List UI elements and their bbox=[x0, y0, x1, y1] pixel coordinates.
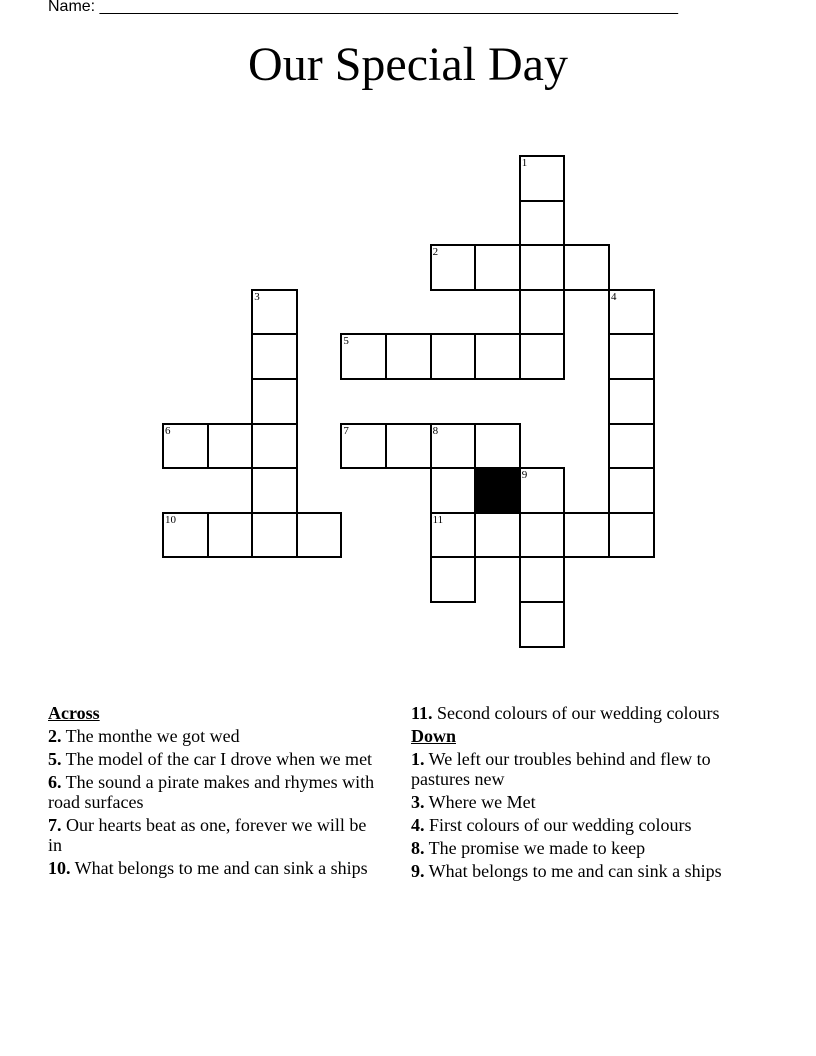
clue-number: 5. bbox=[48, 749, 62, 769]
clue-number: 6. bbox=[48, 772, 62, 792]
grid-cell[interactable] bbox=[519, 333, 566, 380]
grid-cell[interactable] bbox=[251, 289, 298, 336]
grid-cell[interactable] bbox=[608, 378, 655, 425]
grid-cell[interactable] bbox=[430, 423, 477, 470]
grid-cell[interactable] bbox=[519, 244, 566, 291]
grid-cell[interactable] bbox=[430, 467, 477, 514]
grid-cell[interactable] bbox=[385, 423, 432, 470]
clue-item bbox=[411, 792, 746, 812]
grid-cell[interactable] bbox=[430, 512, 477, 559]
down-heading: Down bbox=[411, 726, 457, 746]
name-line: Name: _________________________________________________________________ bbox=[48, 0, 678, 15]
clue-text: Where we Met bbox=[424, 792, 536, 812]
clue-number-label: 8 bbox=[432, 424, 439, 437]
page-title: Our Special Day bbox=[248, 38, 568, 91]
grid-cell[interactable] bbox=[340, 423, 387, 470]
across-clues bbox=[48, 703, 383, 881]
black-cell bbox=[474, 467, 521, 514]
grid-cell[interactable] bbox=[251, 378, 298, 425]
grid-cell[interactable] bbox=[251, 423, 298, 470]
clue-number-label: 6 bbox=[165, 424, 171, 437]
clue-text: We left our troubles behind and flew to pastures new bbox=[411, 749, 711, 789]
grid-cell[interactable] bbox=[608, 512, 655, 559]
grid-cell[interactable] bbox=[608, 423, 655, 470]
clue-text: Second colours of our wedding colours bbox=[432, 703, 720, 723]
grid-cell[interactable] bbox=[296, 512, 343, 559]
grid-cell[interactable] bbox=[162, 512, 209, 559]
clue-number: 4. bbox=[411, 815, 425, 835]
grid-cell[interactable] bbox=[207, 512, 254, 559]
grid-cell[interactable] bbox=[430, 244, 477, 291]
grid-cell[interactable] bbox=[474, 244, 521, 291]
grid-cell[interactable] bbox=[519, 512, 566, 559]
clue-number-label: 5 bbox=[343, 335, 349, 348]
grid-cell[interactable] bbox=[519, 200, 566, 247]
clue-text: Our hearts beat as one, forever we will be in bbox=[48, 815, 367, 855]
grid-cell[interactable] bbox=[340, 333, 387, 380]
grid-cell[interactable] bbox=[251, 467, 298, 514]
clue-item bbox=[48, 815, 383, 855]
grid-cell[interactable] bbox=[563, 244, 610, 291]
across-clue-list bbox=[48, 726, 383, 878]
across-heading: Across bbox=[48, 703, 100, 723]
clue-number-label: 2 bbox=[432, 246, 439, 259]
grid-cell[interactable] bbox=[519, 289, 566, 336]
grid-cell[interactable] bbox=[430, 556, 477, 603]
grid-cell[interactable] bbox=[563, 512, 610, 559]
clue-item bbox=[48, 726, 383, 746]
clue-item bbox=[48, 749, 383, 769]
clue-number: 7. bbox=[48, 815, 62, 835]
clue-number-label: 9 bbox=[521, 469, 528, 482]
grid-cell[interactable] bbox=[608, 467, 655, 514]
grid-cell[interactable] bbox=[608, 333, 655, 380]
clue-number-label: 10 bbox=[165, 513, 176, 526]
clue-number-label: 7 bbox=[343, 424, 349, 437]
clue-item bbox=[411, 749, 746, 789]
clue-number: 11. bbox=[411, 703, 433, 723]
down-clue-list bbox=[411, 749, 746, 881]
clue-item bbox=[48, 772, 383, 812]
clue-number: 9. bbox=[411, 861, 425, 881]
clue-text: What belongs to me and can sink a ships bbox=[424, 861, 722, 881]
clue-text: The model of the car I drove when we met bbox=[61, 749, 373, 769]
clue-number: 3. bbox=[411, 792, 425, 812]
grid-cell[interactable] bbox=[519, 556, 566, 603]
grid-cell[interactable] bbox=[385, 333, 432, 380]
grid-cell[interactable] bbox=[474, 423, 521, 470]
clue-number-label: 3 bbox=[254, 290, 260, 303]
clue-item bbox=[411, 703, 746, 723]
clue-item bbox=[411, 861, 746, 881]
grid-cell[interactable] bbox=[474, 333, 521, 380]
clue-number: 1. bbox=[411, 749, 425, 769]
grid-cell[interactable] bbox=[251, 333, 298, 380]
clue-text: What belongs to me and can sink a ships bbox=[70, 858, 368, 878]
grid-cell[interactable] bbox=[519, 601, 566, 648]
grid-cell[interactable] bbox=[430, 333, 477, 380]
grid-cell[interactable] bbox=[251, 512, 298, 559]
clue-number-label: 11 bbox=[432, 513, 444, 526]
grid-cell[interactable] bbox=[608, 289, 655, 336]
grid-cell[interactable] bbox=[162, 423, 209, 470]
clue-item bbox=[48, 858, 383, 878]
clue-text: The sound a pirate makes and rhymes with road surfaces bbox=[48, 772, 375, 812]
clue-item bbox=[411, 815, 746, 835]
down-clues bbox=[411, 703, 746, 884]
grid-cell[interactable] bbox=[519, 467, 566, 514]
grid-cell[interactable] bbox=[474, 512, 521, 559]
clue-number: 8. bbox=[411, 838, 425, 858]
clue-number: 2. bbox=[48, 726, 62, 746]
clue-text: The monthe we got wed bbox=[61, 726, 240, 746]
clue-number: 10. bbox=[48, 858, 71, 878]
clue-text: First colours of our wedding colours bbox=[424, 815, 692, 835]
grid-cell[interactable] bbox=[207, 423, 254, 470]
grid-cell[interactable] bbox=[519, 155, 566, 202]
clue-text: The promise we made to keep bbox=[424, 838, 646, 858]
clue-number-label: 4 bbox=[611, 290, 617, 303]
clue-item bbox=[411, 838, 746, 858]
clue-number-label: 1 bbox=[521, 157, 528, 169]
